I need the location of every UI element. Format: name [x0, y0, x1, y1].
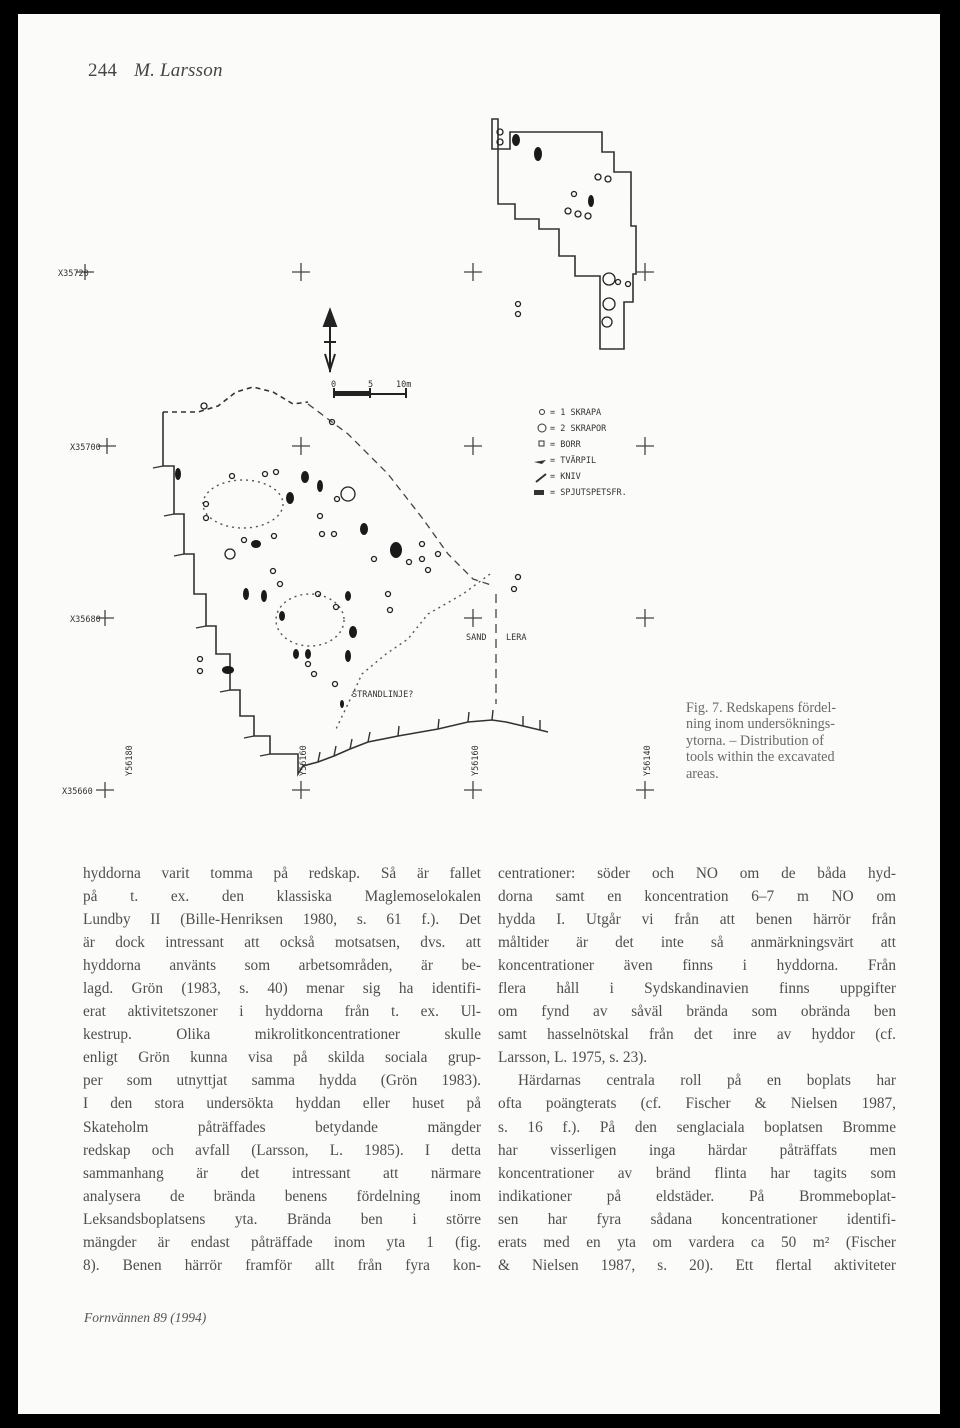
text-line: & Nielsen 1987, s. 20). Ett flertal aktiviteter — [498, 1256, 896, 1274]
knife-icon — [536, 474, 546, 482]
text-line: per som utnyttjat samma hydda (Grön 1983). — [83, 1072, 481, 1090]
text-line: I den stora undersökta hyddan eller huset på — [83, 1095, 481, 1113]
right-column — [498, 862, 896, 1277]
text-line: indikationer på eldstäder. På Brommeboplat- — [498, 1187, 896, 1205]
text-line: har visserligen inga härdar påträffats men — [498, 1141, 896, 1159]
text-line: kestrup. Olika mikrolitkoncentrationer skulle — [83, 1026, 481, 1044]
legend-label: = BORR — [550, 440, 581, 450]
main-excavation-outline — [163, 412, 548, 774]
caption-line: Fig. 7. Redskapens fördel- — [686, 700, 837, 716]
coord-label: Y56180 — [125, 745, 135, 776]
text-line: måltider är det inte så anmärkningsvärt att — [498, 934, 896, 952]
text-line: ofta poängterats (cf. Fischer & Nielsen 1987, — [498, 1095, 896, 1113]
coord-label: X35660 — [62, 787, 93, 797]
coord-label: X35720 — [58, 269, 89, 279]
text-line: på t. ex. den klassiska Maglemoselokalen — [83, 888, 481, 906]
coord-label: Y56160 — [471, 745, 481, 776]
legend-label: = 2 SKRAPOR — [550, 424, 607, 434]
text-line: om fynd av såväl brända som obrända ben — [498, 1003, 896, 1021]
text-line: erats med en yta om vardera ca 50 m² (Fischer — [498, 1233, 896, 1251]
text-line: Härdarnas centrala roll på en boplats har — [518, 1072, 896, 1090]
page-number: 244 — [88, 60, 118, 81]
coord-label: Y56140 — [643, 745, 653, 776]
text-line: Leksandsboplatsens yta. Brända ben i större — [83, 1210, 481, 1228]
legend-label: = 1 SKRAPA — [550, 408, 602, 418]
caption-line: tools within the excavated — [686, 749, 835, 766]
text-line: s. 16 f.). På den senglaciala boplatsen Bromme — [498, 1118, 896, 1136]
text-line: sen har fyra sådana koncentrationer identifi- — [498, 1210, 896, 1228]
text-line: Larsson, L. 1975, s. 23). — [498, 1049, 648, 1067]
text-line: Lundby II (Bille-Henriksen 1980, s. 61 f.). Det — [83, 911, 481, 929]
figure-caption — [686, 700, 886, 782]
author-name: M. Larsson — [134, 60, 223, 81]
text-line: centrationer: söder och NO om de båda hyd- — [498, 865, 896, 882]
text-line: är dock intressant att också motsatsen, dvs. att — [83, 934, 481, 952]
journal-footer: Fornvännen 89 (1994) — [84, 1310, 207, 1325]
sand-label: SAND — [466, 633, 487, 643]
caption-line: areas. — [686, 765, 719, 782]
find-markers — [175, 134, 597, 708]
lera-label: LERA — [506, 633, 527, 643]
map-legend — [534, 408, 627, 498]
text-line: flera håll i Sydskandinavien finns uppgifter — [498, 980, 896, 998]
text-line: sammanhang är det intressant att närmare — [83, 1164, 481, 1182]
caption-line: ning inom undersöknings- — [686, 716, 835, 733]
text-line: dorna samt en koncentration 6–7 m NO om — [498, 888, 896, 906]
small-circle-icon — [540, 410, 545, 415]
text-line: hyddorna varit tomma på redskap. Så är fallet — [83, 865, 481, 882]
legend-label: = TVÄRPIL — [550, 456, 597, 466]
legend-label: = KNIV — [550, 472, 581, 482]
excavation-map — [18, 14, 940, 814]
scale-label: 10m — [396, 380, 412, 390]
left-column — [83, 862, 481, 1277]
text-line: hydda I. Utgår vi från att benen härrör från — [498, 911, 896, 929]
caption-line: ytorna. – Distribution of — [686, 732, 824, 749]
north-arrow-icon — [324, 310, 336, 372]
text-line: enligt Grön kunna visa på skilda sociala grup- — [83, 1049, 481, 1067]
text-line: lagd. Grön (1983, s. 40) menar sig ha identifi- — [83, 980, 481, 998]
text-line: mängder är endast påträffade inom yta 1 (fig. — [83, 1233, 481, 1251]
spearhead-icon — [534, 490, 544, 495]
coord-label: X35700 — [70, 443, 101, 453]
coord-label: X35680 — [70, 615, 101, 625]
text-line: erat aktivitetszoner i hyddorna från t. ex. Ul- — [83, 1003, 481, 1021]
excavation-plan-figure — [18, 14, 940, 814]
shoreline-label: STRANDLINJE? — [352, 690, 414, 700]
square-icon — [539, 441, 544, 446]
text-line: 8). Benen härrör framför allt från fyra kon- — [83, 1256, 481, 1274]
scale-label: 0 — [331, 380, 337, 390]
upper-excavation-outline — [492, 119, 636, 349]
legend-label: = SPJUTSPETSFR. — [550, 488, 627, 498]
text-line: Skateholm påträffades betydande mängder — [83, 1118, 481, 1136]
text-line: koncentrationer av bränd flinta har tagits som — [498, 1164, 896, 1182]
scale-label: 5 — [368, 380, 374, 390]
text-line: samt hasselnötskal från det inre av hyddor (cf. — [498, 1026, 896, 1044]
text-line: koncentrationer även finns i hyddorna. Från — [498, 957, 896, 975]
coord-label: Y56160 — [299, 745, 309, 776]
text-line: hyddorna använts som arbetsområden, är be- — [83, 957, 481, 975]
text-line: analysera de brända benens fördelning inom — [83, 1187, 481, 1205]
arrowhead-icon — [534, 460, 546, 464]
document-page — [18, 14, 940, 1414]
text-line: redskap och avfall (Larsson, L. 1985). I detta — [83, 1141, 481, 1159]
large-circle-icon — [538, 424, 546, 432]
